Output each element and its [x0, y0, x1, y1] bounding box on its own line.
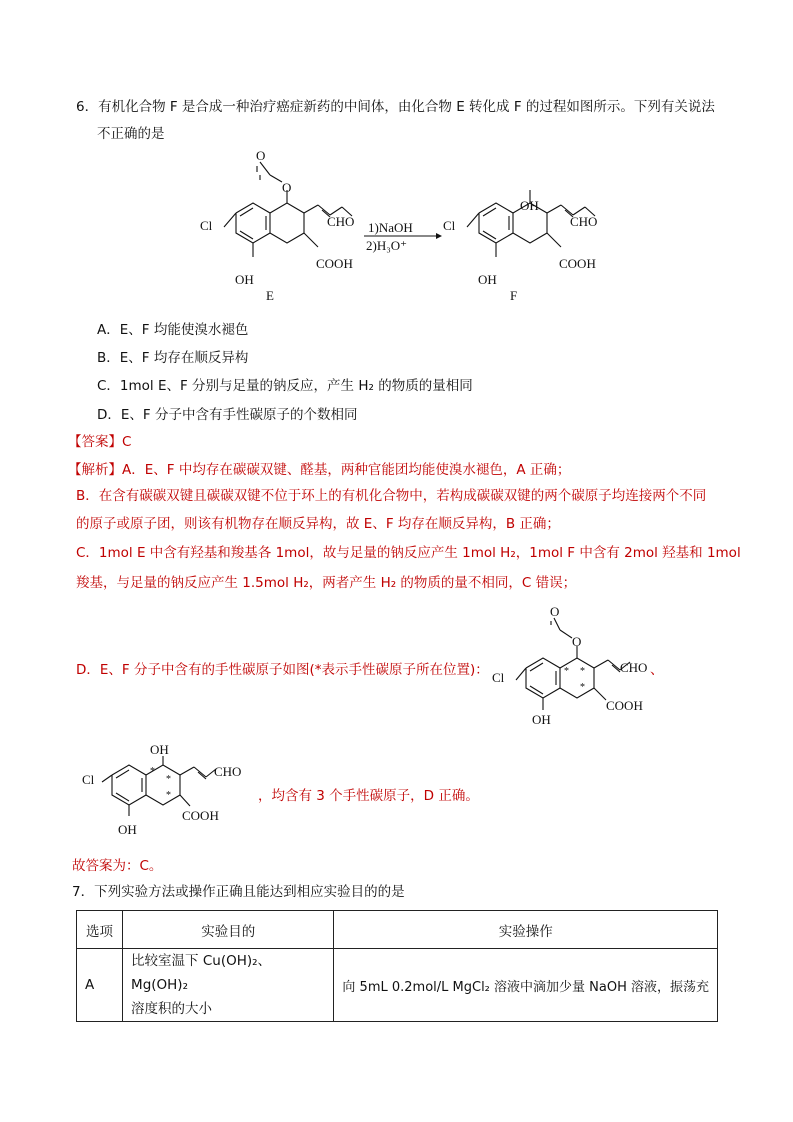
- option-d: D．E、F 分子中含有手性碳原子的个数相同: [97, 407, 358, 423]
- f2-star-1: *: [150, 766, 155, 777]
- option-a: A．E、F 均能使溴水褪色: [97, 322, 249, 338]
- analysis-head: 【解析】: [68, 462, 122, 478]
- f2-star-3: *: [166, 790, 171, 801]
- e2-cho: CHO: [620, 660, 648, 675]
- e2-star-1: *: [564, 666, 569, 677]
- e2-cl: Cl: [492, 670, 505, 685]
- analysis-d1: D．E、F 分子中含有的手性碳原子如图(*表示手性碳原子所在位置)：: [76, 662, 489, 678]
- analysis-b2: 的原子或原子团，则该有机物存在顺反异构，故 E、F 均存在顺反异构，B 正确；: [76, 516, 560, 532]
- answer: 【答案】C: [68, 434, 132, 450]
- e-ester-o: O: [282, 180, 292, 195]
- reaction-scheme: [190, 150, 640, 310]
- e2-star-2: *: [580, 666, 585, 677]
- f2-top-oh: OH: [150, 742, 169, 757]
- f-cho: CHO: [570, 214, 598, 229]
- q6-stem-line1: 6．有机化合物 F 是合成一种治疗癌症新药的中间体，由化合物 E 转化成 F 的过程如图所示。下列有关说法: [76, 99, 715, 115]
- f-top-oh: OH: [520, 198, 539, 213]
- q6-stem-line2: 不正确的是: [97, 126, 165, 142]
- e-carbonyl-o: O: [256, 150, 266, 163]
- e2-cooh: COOH: [606, 698, 643, 713]
- analysis-c2: 羧基，与足量的钠反应产生 1.5mol H₂，两者产生 H₂ 的物质的量不相同，C 错误；: [76, 575, 577, 591]
- row-a-purpose-line2: 溶度积的大小: [131, 1001, 213, 1017]
- row-a-purpose-line1: 比较室温下 Cu(OH)₂、Mg(OH)₂: [131, 953, 272, 993]
- label-e: E: [266, 288, 274, 303]
- reagent-h3o: 2)H₃O⁺: [366, 238, 407, 253]
- e-cl: Cl: [200, 218, 213, 233]
- structure-e-chiral: [470, 600, 670, 730]
- e2-oh: OH: [532, 712, 551, 727]
- f2-star-2: *: [166, 774, 171, 785]
- f-cl: Cl: [443, 218, 456, 233]
- option-b: B．E、F 均存在顺反异构: [97, 350, 249, 366]
- header-purpose: 实验目的: [123, 911, 334, 949]
- f-oh: OH: [478, 272, 497, 287]
- f2-cooh: COOH: [182, 808, 219, 823]
- label-f: F: [510, 288, 518, 303]
- e2-carbonyl-o: O: [550, 604, 560, 619]
- analysis-a-text: A．E、F 中均存在碳碳双键、醛基，两种官能团均能使溴水褪色，A 正确；: [122, 462, 571, 478]
- q7-table: [76, 910, 718, 1022]
- f2-oh: OH: [118, 822, 137, 837]
- analysis-a: [68, 460, 570, 480]
- row-a-operation: 向 5mL 0.2mol/L MgCl₂ 溶液中滴加少量 NaOH 溶液，振荡充: [334, 949, 718, 1022]
- q7-header-row: [77, 911, 718, 949]
- table-row: [77, 949, 718, 1022]
- e2-star-3: *: [580, 682, 585, 693]
- conclusion: 故答案为：C。: [72, 858, 163, 874]
- analysis-c1: C．1mol E 中含有羟基和羧基各 1mol，故与足量的钠反应产生 1mol H₂，1mol F 中含有 2mol 羟基和 1mol: [76, 545, 741, 561]
- row-a-purpose: [123, 949, 334, 1022]
- molecule-e: [224, 162, 355, 257]
- option-c: C．1mol E、F 分别与足量的钠反应，产生 H₂ 的物质的量相同: [97, 378, 473, 394]
- f-cooh: COOH: [559, 256, 596, 271]
- analysis-d2: ，均含有 3 个手性碳原子，D 正确。: [258, 788, 479, 804]
- q7-stem: 7．下列实验方法或操作正确且能达到相应实验目的的是: [72, 884, 405, 900]
- structure-f-chiral: [78, 740, 258, 850]
- f2-cho: CHO: [214, 764, 242, 779]
- analysis-b1: B．在含有碳碳双键且碳碳双键不位于环上的有机化合物中，若构成碳碳双键的两个碳原子均连接两个不同: [76, 488, 707, 504]
- e2-ester-o: O: [572, 634, 582, 649]
- e-cho: CHO: [327, 214, 355, 229]
- header-operation: 实验操作: [334, 911, 718, 949]
- header-option: 选项: [77, 911, 123, 949]
- row-a-option: A: [77, 949, 123, 1022]
- f2-cl: Cl: [82, 772, 95, 787]
- e-cooh: COOH: [316, 256, 353, 271]
- analysis-sep: 、: [650, 662, 664, 678]
- reagent-naoh: 1)NaOH: [368, 220, 413, 235]
- e-oh: OH: [235, 272, 254, 287]
